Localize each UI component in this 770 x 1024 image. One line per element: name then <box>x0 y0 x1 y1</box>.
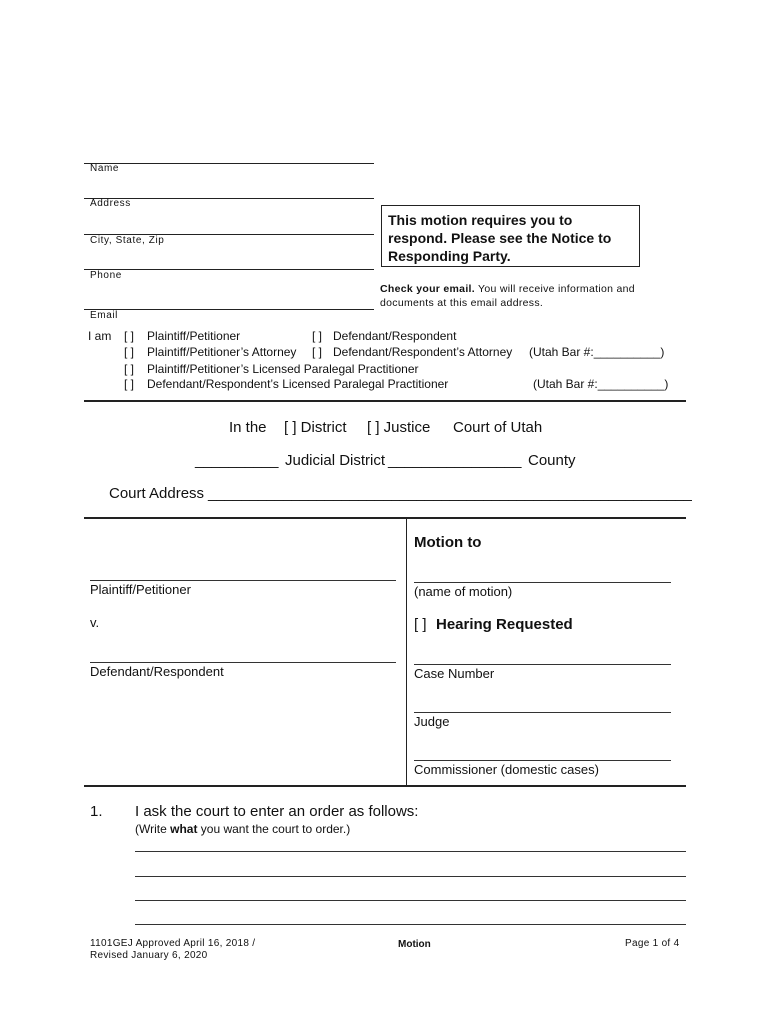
checkbox-plaintiff-attorney[interactable]: [ ] <box>124 345 135 359</box>
plaintiff-label: Plaintiff/Petitioner <box>90 582 191 597</box>
city-label: City, State, Zip <box>90 235 165 246</box>
court-of-utah: Court of Utah <box>453 419 543 436</box>
order-line-1[interactable] <box>135 851 686 852</box>
caption-divider <box>406 517 407 785</box>
divider-top <box>84 400 686 402</box>
hearing-requested-label: Hearing Requested <box>436 616 573 633</box>
footer-form-id <box>90 938 255 962</box>
checkbox-defendant-lpp[interactable]: [ ] <box>124 377 135 391</box>
option-plaintiff-lpp: Plaintiff/Petitioner’s Licensed Paralegal Practitioner <box>147 362 419 376</box>
plaintiff-line[interactable] <box>90 580 396 581</box>
judicial-district-blank[interactable]: __________ <box>195 452 279 469</box>
defendant-line[interactable] <box>90 662 396 663</box>
checkbox-plaintiff-lpp[interactable]: [ ] <box>124 362 135 376</box>
item1-hint-pre: (Write <box>135 822 171 836</box>
county-label: County <box>528 452 576 469</box>
notice-box <box>381 205 640 267</box>
order-line-4[interactable] <box>135 924 686 925</box>
judicial-district-label: Judicial District <box>285 452 386 469</box>
item1-hint-post: you want the court to order.) <box>197 822 351 836</box>
judge-label: Judge <box>414 714 450 729</box>
motion-to-heading: Motion to <box>414 534 482 551</box>
hearing-checkbox[interactable]: [ ] <box>414 616 427 633</box>
option-defendant-lpp: Defendant/Respondent’s Licensed Paralegal Practitioner <box>147 377 449 391</box>
checkbox-defendant[interactable]: [ ] <box>312 329 323 343</box>
item1-hint <box>135 822 350 836</box>
commissioner-line[interactable] <box>414 760 671 761</box>
court-address-label: Court Address <box>109 485 205 502</box>
item1-text: I ask the court to enter an order as follows: <box>135 803 419 820</box>
notice-text: This motion requires you to respond. Please see the Notice to Responding Party. <box>388 212 612 264</box>
defendant-label: Defendant/Respondent <box>90 664 224 679</box>
order-line-2[interactable] <box>135 876 686 877</box>
name-label: Name <box>90 163 120 174</box>
court-address-blank[interactable]: __________________________________________________________ <box>208 485 692 502</box>
option-defendant: Defendant/Respondent <box>333 329 457 343</box>
checkbox-defendant-attorney[interactable]: [ ] <box>312 345 323 359</box>
email-note-bold: Check your email. <box>380 283 475 295</box>
checkbox-plaintiff[interactable]: [ ] <box>124 329 135 343</box>
court-district-checkbox[interactable]: [ ] District <box>284 419 347 436</box>
court-justice-checkbox[interactable]: [ ] Justice <box>367 419 431 436</box>
name-of-motion-label: (name of motion) <box>414 584 513 599</box>
option-plaintiff: Plaintiff/Petitioner <box>147 329 241 343</box>
footer-title: Motion <box>398 939 431 950</box>
bar-number-1[interactable]: (Utah Bar #:__________) <box>529 345 665 359</box>
phone-line[interactable] <box>84 269 374 270</box>
item1-number: 1. <box>90 803 103 820</box>
judge-line[interactable] <box>414 712 671 713</box>
phone-label: Phone <box>90 270 122 281</box>
option-plaintiff-attorney: Plaintiff/Petitioner’s Attorney <box>147 345 297 359</box>
bar-number-2[interactable]: (Utah Bar #:__________) <box>533 377 669 391</box>
versus-label: v. <box>90 615 100 630</box>
court-in-the: In the <box>229 419 267 436</box>
order-line-3[interactable] <box>135 900 686 901</box>
motion-name-line[interactable] <box>414 582 671 583</box>
commissioner-label: Commissioner (domestic cases) <box>414 762 599 777</box>
email-label: Email <box>90 310 119 321</box>
email-note-rest: You will receive information and documents at this email address. <box>380 283 635 309</box>
footer-revised: Revised January 6, 2020 <box>90 950 208 961</box>
name-line[interactable] <box>84 163 374 164</box>
footer-page-number: Page 1 of 4 <box>625 938 680 949</box>
divider-bottom <box>84 785 686 787</box>
email-line[interactable] <box>84 309 374 310</box>
iam-label: I am <box>88 329 112 343</box>
divider-caption <box>84 517 686 519</box>
address-label: Address <box>90 198 131 209</box>
county-blank[interactable]: ________________ <box>388 452 522 469</box>
email-note <box>380 282 650 310</box>
item1-hint-bold: what <box>170 822 198 836</box>
case-number-line[interactable] <box>414 664 671 665</box>
case-number-label: Case Number <box>414 666 495 681</box>
option-defendant-attorney: Defendant/Respondent’s Attorney <box>333 345 513 359</box>
footer-approved: 1101GEJ Approved April 16, 2018 / <box>90 938 256 949</box>
